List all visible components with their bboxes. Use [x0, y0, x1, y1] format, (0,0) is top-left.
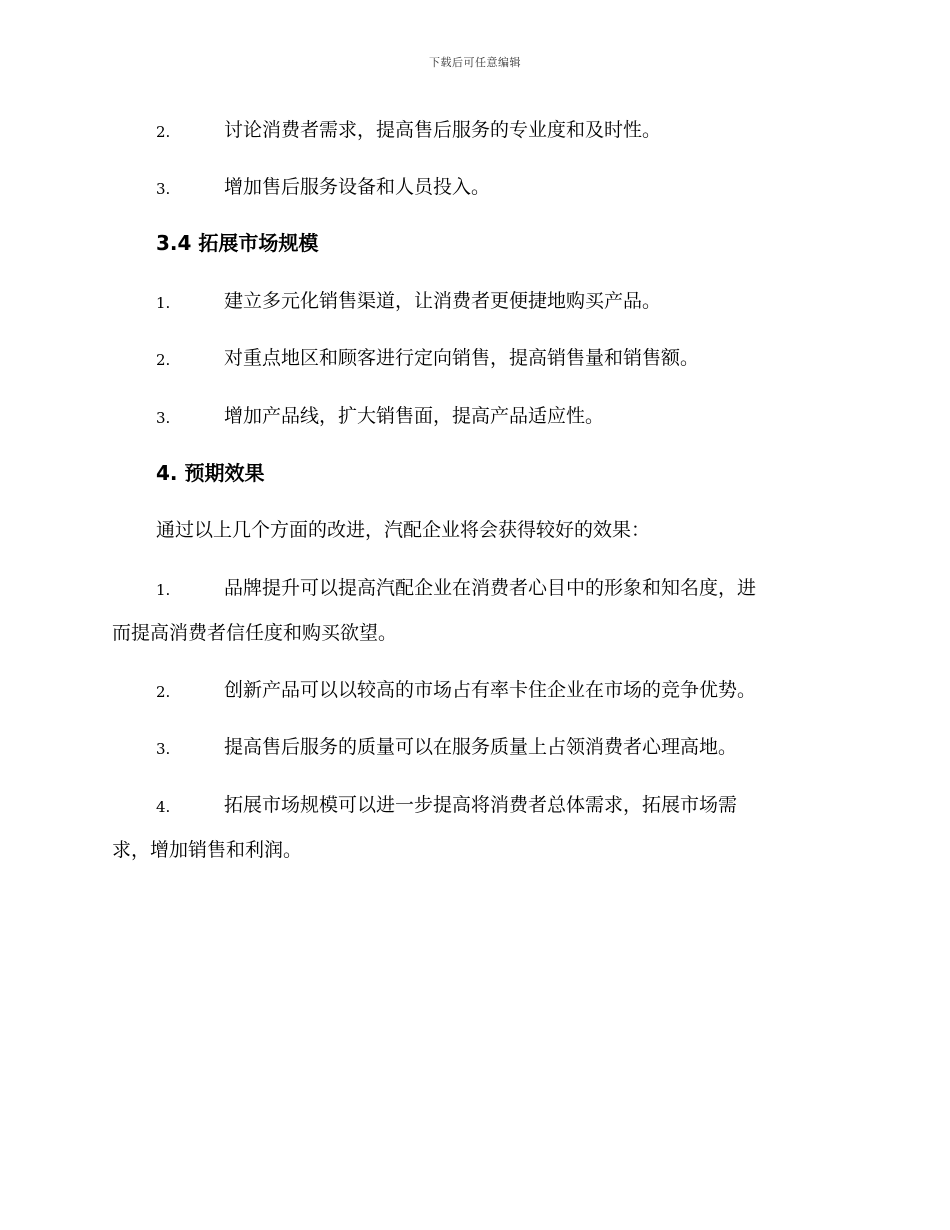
- list-item-number: 1.: [156, 294, 171, 312]
- list-item-text: 创新产品可以以较高的市场占有率卡住企业在市场的竞争优势。: [224, 679, 757, 701]
- list-item-number: 2.: [156, 351, 171, 369]
- list-item-text: 品牌提升可以提高汽配企业在消费者心目中的形象和知名度，进: [224, 577, 757, 599]
- list-item-number: 2.: [156, 683, 171, 701]
- section-heading: 3.4 拓展市场规模: [156, 231, 319, 255]
- list-item-text: 增加产品线，扩大销售面，提高产品适应性。: [224, 405, 605, 427]
- list-item-text: 提高售后服务的质量可以在服务质量上占领消费者心理高地。: [224, 736, 738, 758]
- list-item-number: 3.: [156, 409, 171, 427]
- section-heading: 4. 预期效果: [156, 461, 265, 485]
- list-item-text: 讨论消费者需求，提高售后服务的专业度和及时性。: [224, 119, 662, 141]
- list-item-text-continued: 求，增加销售和利润。: [112, 839, 303, 861]
- page-header: 下载后可任意编辑: [429, 56, 521, 69]
- intro-paragraph: 通过以上几个方面的改进，汽配企业将会获得较好的效果：: [156, 519, 651, 541]
- list-item-number: 4.: [156, 798, 171, 816]
- list-item-number: 3.: [156, 740, 171, 758]
- list-item-number: 1.: [156, 581, 171, 599]
- list-item-number: 3.: [156, 180, 171, 198]
- list-item-text: 建立多元化销售渠道，让消费者更便捷地购买产品。: [224, 290, 662, 312]
- list-item-text-continued: 而提高消费者信任度和购买欲望。: [112, 622, 398, 644]
- list-item-text: 拓展市场规模可以进一步提高将消费者总体需求，拓展市场需: [224, 794, 738, 816]
- list-item-text: 对重点地区和顾客进行定向销售，提高销售量和销售额。: [224, 347, 700, 369]
- list-item-text: 增加售后服务设备和人员投入。: [224, 176, 491, 198]
- list-item-number: 2.: [156, 123, 171, 141]
